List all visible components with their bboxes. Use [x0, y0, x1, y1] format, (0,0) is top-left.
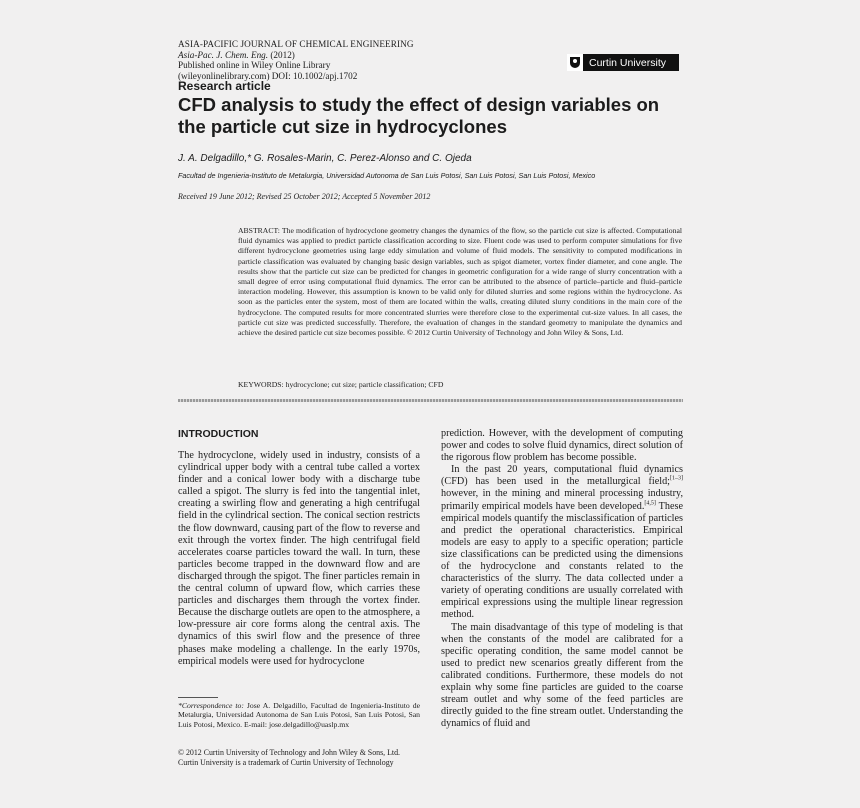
journal-header — [178, 39, 414, 81]
journal-year: (2012) — [270, 49, 295, 60]
footnote-text: Jose A. Delgadillo, Facultad de Ingenieria-Instituto de Metalurgia, Universidad Autonoma de San Luis Potosi, San Luis Potosi, San Luis Potosi, Mexico. E-mail: jose.delgadillo@uaslp.mx — [178, 701, 420, 729]
doi-line: (wileyonlinelibrary.com) DOI: 10.1002/apj.1702 — [178, 70, 358, 81]
article-title: CFD analysis to study the effect of design variables on the particle cut size in hydrocyclones — [178, 94, 660, 137]
copyright-line-1: © 2012 Curtin University of Technology and John Wiley & Sons, Ltd. — [178, 748, 401, 757]
intro-right-column — [441, 428, 683, 730]
curtin-logo — [567, 54, 679, 71]
copyright — [178, 748, 438, 768]
keywords: KEYWORDS: hydrocyclone; cut size; particle classification; CFD — [238, 380, 444, 389]
logo-text: Curtin University — [589, 56, 667, 69]
affiliation: Facultad de Ingenieria-Instituto de Metalurgia, Universidad Autonoma de San Luis Potosi, San Luis Potosi, San Luis Potosi, Mexico — [178, 171, 596, 180]
abstract: ABSTRACT: The modification of hydrocyclone geometry changes the dynamics of the flow, so the particle cut size is affected. Computational fluid dynamics was applied to predict particle classification according to size. Fluent code was used to perform computer simulations for five different hydrocyclone geometries using large eddy simulation and volume of fluid models. The sensitivity to computed modifications in particle classification was evaluated by changing basic design variables, such as spigot diameter, vortex finder diameter, and cone angle. The results show that the particle cut size can be predicted for changes in geometric configuration for a wide range of slurry concentration with a small degree of error using computational fluid dynamics. The error can be attributed to the absence of particle–particle and fluid–particle interaction modeling. However, this assumption is known to be valid only for diluted slurries and some regions within the hydrocyclone. As soon as the particles enter the system, most of them are located within the walls, creating diluted slurry conditions in the main core of the hydrocyclone. The computed results for more concentrated slurries were therefore close to the experimental cut-size values. In all cases, the particle cut size was predicted successfully. Therefore, the evaluation of changes in the standard geometry to manipulate the dynamics and achieve the desired particle cut size becomes possible. © 2012 Curtin University of Technology and John Wiley & Sons, Ltd. — [238, 226, 682, 338]
copyright-line-2: Curtin University is a trademark of Curtin University of Technology — [178, 758, 394, 767]
crest-icon — [567, 54, 585, 71]
received-dates: Received 19 June 2012; Revised 25 October 2012; Accepted 5 November 2012 — [178, 192, 431, 201]
published-online: Published online in Wiley Online Library — [178, 60, 331, 71]
reference-marker: [1–3] — [670, 475, 683, 482]
reference-marker: [4,5] — [644, 500, 656, 507]
journal-citation — [178, 50, 414, 61]
intro-left-column: The hydrocyclone, widely used in industry, consists of a cylindrical upper body with a central tube called a vortex finder and a conical lower body with a discharge tube called a spigot. The slurry is fed into the tangential inlet, creating a swirling flow and generating a high centrifugal field in the cylindrical section. The conical section restricts the flow downward, causing part of the flow to reverse and exit through the vortex finder. The high centrifugal field accelerates coarse particles toward the wall. In turn, these particles become trapped in the downward flow and are discharged through the spigot. The finer particles remain in the central column of upward flow, which carries these particles and discharges them through the vortex finder. Because the discharge outlets are open to the atmosphere, a low-pressure air core forms along the central axis. The dynamics of this swirl flow and the presence of three phases make modeling a challenge. In the early 1970s, empirical models were used for hydrocyclone — [178, 450, 420, 667]
introduction-heading: INTRODUCTION — [178, 428, 259, 440]
section-divider — [178, 399, 683, 402]
journal-abbreviation: Asia-Pac. J. Chem. Eng. — [178, 49, 269, 60]
journal-name: ASIA-PACIFIC JOURNAL OF CHEMICAL ENGINEERING — [178, 39, 414, 49]
footnote-divider — [178, 697, 218, 698]
intro-paragraph-3: The main disadvantage of this type of modeling is that when the constants of the model are calibrated for a specific operating condition, the same model cannot be used to predict new scenarios greatly different from the calibrated conditions. Furthermore, these models do not explain why some fine particles are guided to the coarse stream outlet and why some of the feed particles are directly guided to the fine stream outlet. Understanding the dynamics of fluid and — [441, 621, 683, 730]
authors: J. A. Delgadillo,* G. Rosales-Marin, C. Perez-Alonso and C. Ojeda — [178, 153, 472, 164]
intro-paragraph-1: prediction. However, with the development of computing power and codes to solve fluid dynamics, direct solution of the rigorous flow problem has become possible. — [441, 428, 683, 464]
correspondence-footnote — [178, 701, 420, 729]
intro-paragraph-2: In the past 20 years, computational fluid dynamics (CFD) has been used in the metallurgical field;[1–3] however, in the mining and mineral processing industry, primarily empirical models have been developed.[4,5] These empirical models quantify the misclassification of particles and predict the operational characteristics. Empirical models are easy to apply to a specific operation; particle size classifications can be predicted using the dimensions of the hydrocyclone and constants related to the characteristics of the slurry. The data collected under a variety of operating conditions are usually correlated with empirical expressions using the multiple linear regression method. — [441, 464, 683, 621]
article-type: Research article — [178, 79, 271, 93]
footnote-label: *Correspondence to: — [178, 701, 244, 710]
